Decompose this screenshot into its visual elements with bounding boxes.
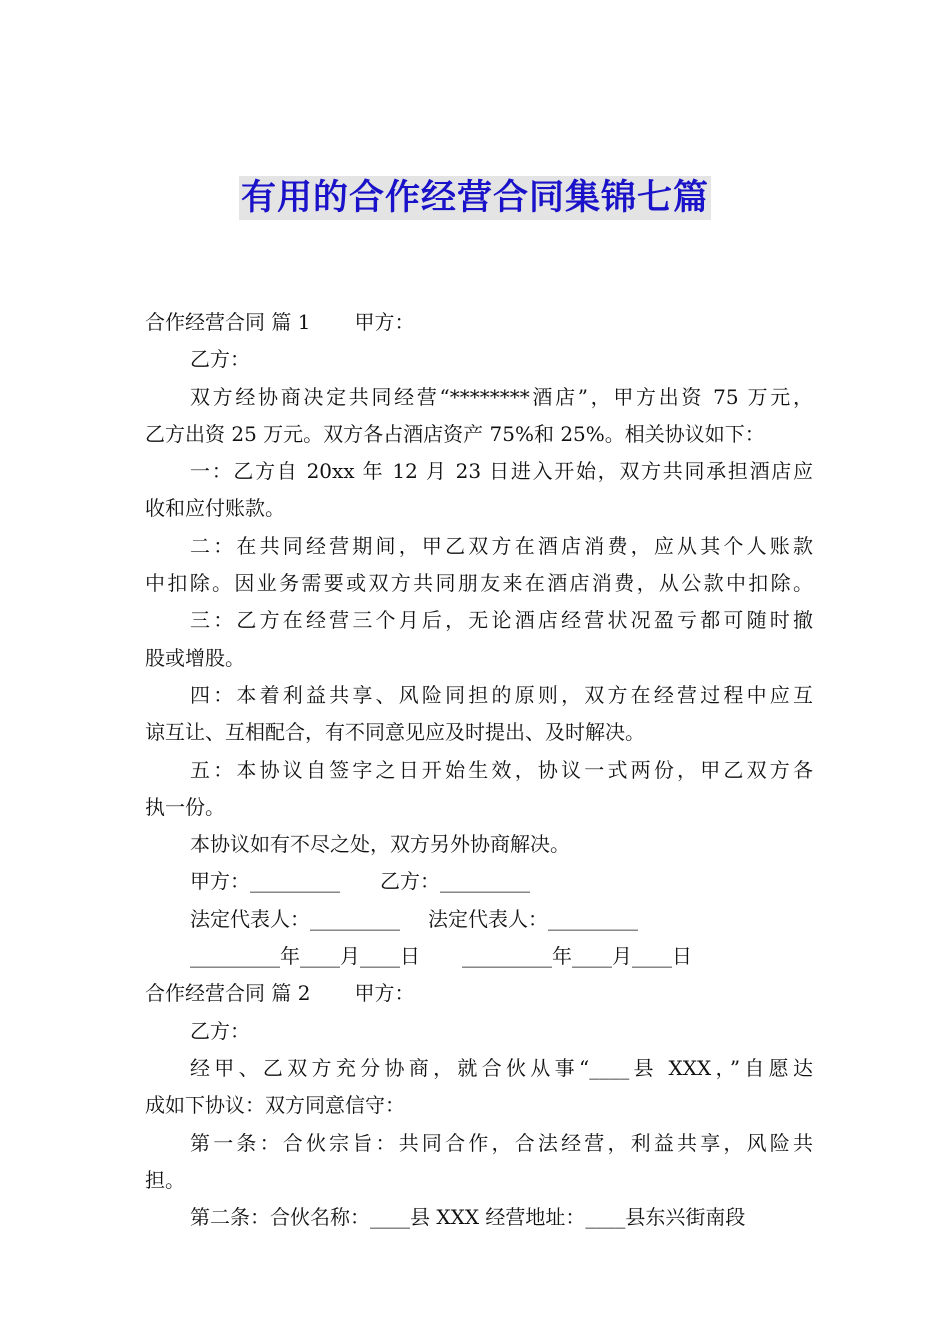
paragraph-line: 经甲、乙双方充分协商，就合伙从事“____县 XXX，”自愿达	[190, 1055, 813, 1080]
representative-row	[145, 901, 813, 938]
article-2-line: 第二条：合伙名称：____县 XXX 经营地址：____县东兴街南段	[190, 1205, 746, 1230]
clause-1-line: 收和应付账款。	[145, 496, 285, 521]
paragraph-line: 乙方出资 25 万元。双方各占酒店资产 75%和 25%。相关协议如下：	[145, 421, 765, 446]
party-b-representative: 法定代表人：_________	[428, 906, 638, 931]
clause-2-line: 中扣除。因业务需要或双方共同朋友来在酒店消费，从公款中扣除。	[145, 571, 813, 596]
clause-2-line: 二：在共同经营期间，甲乙双方在酒店消费，应从其个人账款	[190, 533, 813, 558]
article-1-line: 第一条：合伙宗旨：共同合作，合法经营，利益共享，风险共	[190, 1130, 813, 1155]
contract-2-header	[145, 975, 813, 1012]
party-a-label: 甲方：	[354, 310, 415, 334]
party-a-date: _________年____月____日	[190, 944, 420, 969]
contract-1-heading: 合作经营合同 篇 1	[145, 310, 311, 334]
document-body	[145, 304, 813, 1236]
party-b-label: 乙方：	[190, 347, 250, 372]
clause-5-line: 五：本协议自签字之日开始生效，协议一式两份，甲乙双方各	[190, 757, 813, 782]
signature-row	[145, 863, 813, 900]
article-1-line: 担。	[145, 1167, 185, 1192]
party-a-signature: 甲方：_________	[190, 869, 340, 894]
clause-3-line: 三：乙方在经营三个月后，无论酒店经营状况盈亏都可随时撤	[190, 608, 813, 633]
party-b-date: _________年____月____日	[462, 944, 692, 969]
title-container	[0, 176, 950, 220]
party-b-signature: 乙方：_________	[380, 869, 530, 894]
party-b-label: 乙方：	[190, 1018, 250, 1043]
clause-4-line: 四：本着利益共享、风险同担的原则，双方在经营过程中应互	[190, 682, 813, 707]
date-row	[145, 938, 813, 975]
paragraph-line: 成如下协议：双方同意信守：	[145, 1093, 405, 1118]
closing-note: 本协议如有不尽之处，双方另外协商解决。	[190, 832, 570, 857]
clause-4-line: 谅互让、互相配合，有不同意见应及时提出、及时解决。	[145, 720, 645, 745]
clause-1-line: 一：乙方自 20xx 年 12 月 23 日进入开始，双方共同承担酒店应	[190, 459, 813, 484]
clause-5-line: 执一份。	[145, 794, 225, 819]
party-a-label: 甲方：	[354, 981, 415, 1006]
party-a-representative: 法定代表人：_________	[190, 906, 400, 931]
document-title: 有用的合作经营合同集锦七篇	[240, 178, 709, 218]
paragraph-line: 双方经协商决定共同经营“********酒店”，甲方出资 75 万元，	[190, 384, 813, 409]
clause-3-line: 股或增股。	[145, 645, 245, 670]
contract-2-heading: 合作经营合同 篇 2	[145, 981, 311, 1006]
contract-1-header	[145, 304, 813, 341]
